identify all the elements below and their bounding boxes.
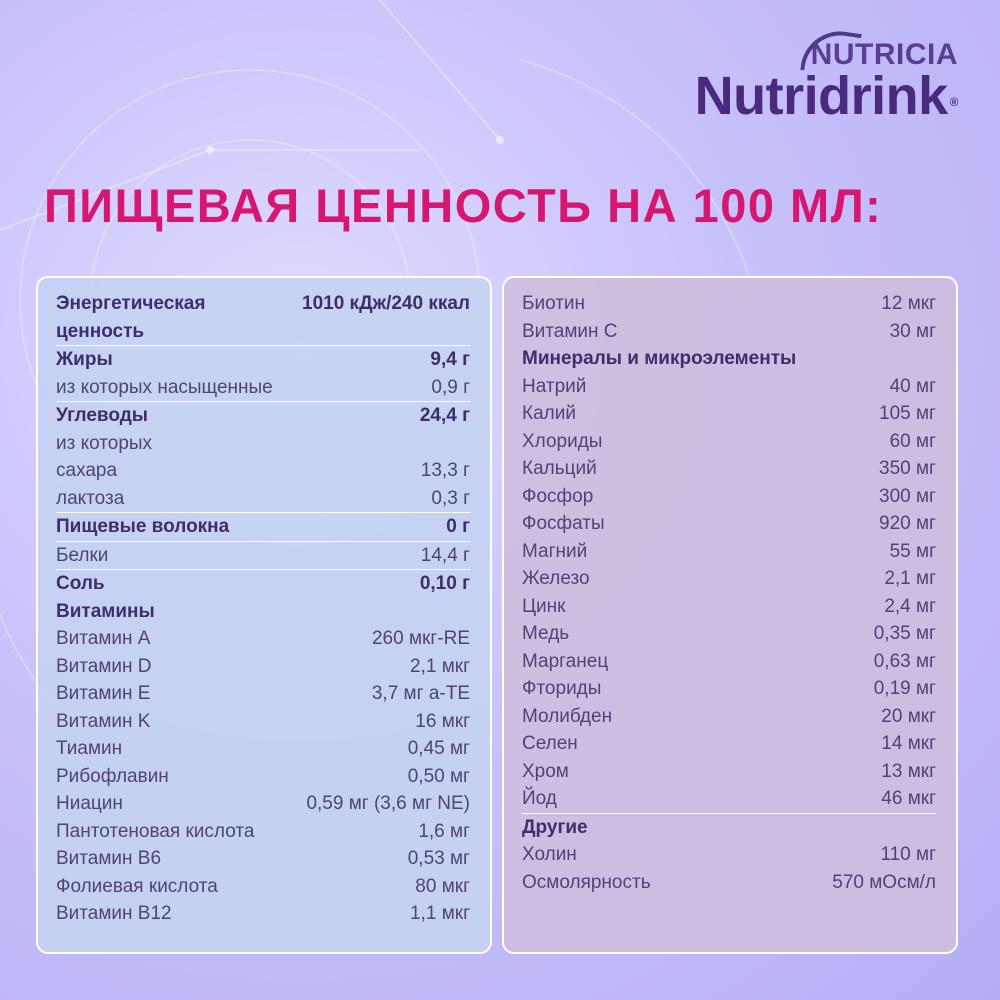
nutrient-row xyxy=(56,900,470,928)
nutrient-row xyxy=(56,735,470,763)
nutrient-label: Холин xyxy=(522,844,577,865)
nutrient-value: 14,4 г xyxy=(420,544,470,566)
nutrient-label: Натрий xyxy=(522,375,587,397)
nutrient-label: Минералы и микроэлементы xyxy=(522,348,797,369)
nutrient-label: Витамин K xyxy=(56,710,151,732)
nutrient-label: Фосфор xyxy=(522,485,594,507)
nutrient-row xyxy=(56,374,470,403)
nutrient-value: 16 мкг xyxy=(415,710,470,732)
nutrient-row xyxy=(522,373,936,401)
nutrient-label: Витамин D xyxy=(56,655,152,677)
nutrient-row xyxy=(56,763,470,791)
nutrient-row xyxy=(522,841,936,869)
nutrient-row xyxy=(56,790,470,818)
nutrient-row xyxy=(522,814,936,842)
nutrient-value: 570 мOсм/л xyxy=(832,871,936,893)
nutrient-value: 60 мг xyxy=(889,430,936,452)
nutrient-row xyxy=(56,680,470,708)
nutrient-label: Биотин xyxy=(522,293,586,314)
nutrient-row xyxy=(56,873,470,901)
nutrient-row xyxy=(56,402,470,430)
nutrient-row xyxy=(522,703,936,731)
nutrient-label: Пищевые волокна xyxy=(56,516,230,537)
nutrient-value: 300 мг xyxy=(879,485,936,507)
nutrient-label: Витамин C xyxy=(522,320,618,342)
nutrient-row xyxy=(56,845,470,873)
nutrient-value: 40 мг xyxy=(889,375,936,397)
nutrient-label: Цинк xyxy=(522,595,566,617)
nutrient-row xyxy=(522,290,936,318)
nutrient-label: Кальций xyxy=(522,458,597,479)
nutrient-value: 2,1 мкг xyxy=(410,655,470,677)
nutrient-label: Ниацин xyxy=(56,793,123,814)
nutrient-row xyxy=(522,730,936,758)
nutrient-row xyxy=(56,708,470,736)
nutrient-value: 46 мкг xyxy=(881,788,936,809)
nutrient-label: Витамин E xyxy=(56,683,151,704)
nutrient-value: 0,19 мг xyxy=(873,678,936,699)
nutrition-table-left xyxy=(36,276,492,954)
nutrient-label: Белки xyxy=(56,544,109,566)
brand-logo xyxy=(694,38,958,126)
nutrient-value: 105 мг xyxy=(879,403,936,424)
nutrient-value: 12 мкг xyxy=(881,293,936,314)
nutrient-value: 3,7 мг a-TE xyxy=(371,683,470,704)
nutrient-row xyxy=(56,542,470,571)
nutrient-label: Витамин B6 xyxy=(56,848,162,869)
nutrient-value: 0,50 мг xyxy=(407,765,470,787)
nutrient-row xyxy=(522,428,936,456)
nutrient-label: Медь xyxy=(522,623,570,644)
nutrient-label: Осмолярность xyxy=(522,871,651,893)
nutrient-value: 1010 кДж/240 ккал xyxy=(302,293,470,314)
nutrient-row xyxy=(56,430,470,458)
nutrient-row xyxy=(522,675,936,703)
nutrient-label: Витамин B12 xyxy=(56,903,172,924)
nutrient-row xyxy=(56,346,470,374)
nutrient-value: 2,4 мг xyxy=(884,595,936,617)
nutrient-row xyxy=(56,625,470,653)
nutrient-value: 80 мкг xyxy=(415,875,470,897)
nutrient-value: 13,3 г xyxy=(420,460,470,481)
nutrient-value: 30 мг xyxy=(889,320,936,342)
nutrient-row xyxy=(522,565,936,593)
page-title: ПИЩЕВАЯ ЦЕННОСТЬ НА 100 МЛ: xyxy=(44,179,883,232)
nutrient-row xyxy=(56,570,470,598)
nutrient-value: 0,53 мг xyxy=(407,848,470,869)
nutrient-label: из которых xyxy=(56,432,153,454)
registered-mark: ® xyxy=(949,95,958,109)
nutrient-row xyxy=(522,648,936,676)
nutrient-value: 0,63 мг xyxy=(873,650,936,672)
nutrient-row xyxy=(56,485,470,514)
nutrient-label: Марганец xyxy=(522,650,609,672)
nutrient-label: Хлориды xyxy=(522,430,603,452)
nutrient-value: 1,1 мкг xyxy=(410,903,470,924)
nutrient-label: Железо xyxy=(522,568,590,589)
nutrient-label: Молибден xyxy=(522,705,613,727)
nutrient-value: 24,4 г xyxy=(419,405,470,426)
nutrient-value: 0,10 г xyxy=(419,573,470,594)
nutrient-label: Рибофлавин xyxy=(56,765,169,787)
nutrient-label: Фториды xyxy=(522,678,602,699)
nutrient-value: 0,59 мг (3,6 мг NE) xyxy=(306,793,470,814)
nutrient-row xyxy=(522,593,936,621)
nutrient-row xyxy=(522,510,936,538)
nutrient-row xyxy=(522,758,936,786)
nutrient-label: из которых насыщенные xyxy=(56,376,273,398)
nutrient-label: Витамины xyxy=(56,600,155,622)
nutrient-value: 9,4 г xyxy=(430,349,470,370)
nutrient-label: сахара xyxy=(56,460,118,481)
nutrient-value: 0,9 г xyxy=(431,376,470,398)
nutrient-row xyxy=(56,457,470,485)
nutrient-row xyxy=(56,653,470,681)
nutrient-row xyxy=(522,869,936,897)
nutrient-label: Другие xyxy=(522,816,588,838)
nutrient-row xyxy=(522,538,936,566)
nutrient-value: 350 мг xyxy=(879,458,936,479)
nutrient-label: Соль xyxy=(56,573,105,594)
nutrient-label: Селен xyxy=(522,733,578,754)
nutrient-row xyxy=(522,483,936,511)
nutrient-label: Фолиевая кислота xyxy=(56,875,218,897)
nutrient-row xyxy=(522,345,936,373)
nutrient-value: 0,35 мг xyxy=(873,623,936,644)
brand-company: NUTRICIA xyxy=(805,38,958,72)
brand-product: Nutridrink ® xyxy=(694,66,958,126)
nutrient-value: 0,45 мг xyxy=(407,738,470,759)
nutrient-value: 260 мкг-RE xyxy=(371,628,470,649)
nutrient-label: Тиамин xyxy=(56,738,123,759)
nutrient-value: 0 г xyxy=(446,516,470,537)
nutrient-label: Жиры xyxy=(56,349,113,370)
nutrient-row xyxy=(522,318,936,346)
nutrient-row xyxy=(56,818,470,846)
nutrient-value: 13 мкг xyxy=(881,760,936,782)
nutrient-label: Пантотеновая кислота xyxy=(56,820,255,842)
nutrient-label: лактоза xyxy=(56,487,125,509)
nutrient-label: Калий xyxy=(522,403,576,424)
nutrient-row xyxy=(522,400,936,428)
nutrient-value: 14 мкг xyxy=(881,733,936,754)
nutrient-value: 2,1 мг xyxy=(884,568,936,589)
nutrient-value: 55 мг xyxy=(889,540,936,562)
nutrient-value: 20 мкг xyxy=(881,705,936,727)
nutrient-row xyxy=(56,598,470,626)
nutrient-value: 1,6 мг xyxy=(418,820,470,842)
nutrient-label: Хром xyxy=(522,760,569,782)
nutrient-row xyxy=(522,620,936,648)
nutrient-row xyxy=(522,785,936,814)
nutrient-value: 110 мг xyxy=(880,844,936,865)
nutrient-label: Углеводы xyxy=(56,405,148,426)
nutrient-label: Йод xyxy=(522,788,557,809)
nutrient-row xyxy=(56,290,470,346)
nutrient-label: Магний xyxy=(522,540,588,562)
nutrient-value: 0,3 г xyxy=(431,487,470,509)
nutrient-row xyxy=(56,513,470,542)
nutrient-value: 920 мг xyxy=(879,513,936,534)
nutrition-table-right xyxy=(502,276,958,954)
nutrient-row xyxy=(522,455,936,483)
nutrient-label: Энергетическая ценность xyxy=(56,293,206,342)
nutrient-label: Фосфаты xyxy=(522,513,605,534)
nutrient-label: Витамин A xyxy=(56,628,151,649)
